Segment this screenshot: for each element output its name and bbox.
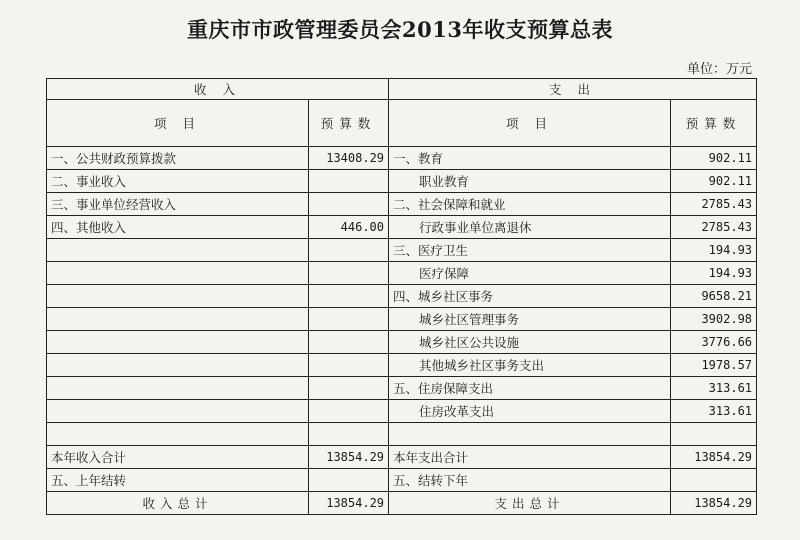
expense-item-header: 项 目	[389, 100, 671, 147]
unit-label: 单位：万元	[686, 62, 752, 77]
total-row	[47, 492, 757, 515]
income-value	[309, 285, 389, 308]
income-item-header: 项 目	[47, 100, 309, 147]
expense-item: 三、医疗卫生	[389, 239, 671, 262]
carry-row	[47, 469, 757, 492]
expense-budget-header: 预算数	[671, 100, 757, 147]
income-value	[309, 354, 389, 377]
expense-value: 902.11	[671, 170, 757, 193]
income-carry-value	[309, 469, 389, 492]
table-row	[47, 170, 757, 193]
expense-item: 其他城乡社区事务支出	[389, 354, 671, 377]
expense-total-label: 支出总计	[389, 492, 671, 515]
expense-carry-label: 五、结转下年	[389, 469, 671, 492]
income-value	[309, 400, 389, 423]
expense-subtotal-value: 13854.29	[671, 446, 757, 469]
expense-value: 313.61	[671, 377, 757, 400]
expense-value: 3902.98	[671, 308, 757, 331]
table-row	[47, 423, 757, 446]
income-item	[47, 400, 309, 423]
subtotal-row	[47, 446, 757, 469]
income-value	[309, 239, 389, 262]
expense-value: 3776.66	[671, 331, 757, 354]
table-row	[47, 308, 757, 331]
expense-total-value: 13854.29	[671, 492, 757, 515]
income-item: 三、事业单位经营收入	[47, 193, 309, 216]
income-value	[309, 377, 389, 400]
column-header-row	[47, 100, 757, 147]
income-item	[47, 308, 309, 331]
income-value: 13408.29	[309, 147, 389, 170]
income-subtotal-value: 13854.29	[309, 446, 389, 469]
expense-item: 四、城乡社区事务	[389, 285, 671, 308]
expense-item: 住房改革支出	[389, 400, 671, 423]
expense-value	[671, 423, 757, 446]
table-row	[47, 193, 757, 216]
income-carry-label: 五、上年结转	[47, 469, 309, 492]
expense-value: 194.93	[671, 239, 757, 262]
income-item	[47, 285, 309, 308]
expense-subtotal-label: 本年支出合计	[389, 446, 671, 469]
income-value	[309, 262, 389, 285]
expense-value: 902.11	[671, 147, 757, 170]
income-item: 一、公共财政预算拨款	[47, 147, 309, 170]
income-item	[47, 331, 309, 354]
expense-item: 行政事业单位离退休	[389, 216, 671, 239]
table-row	[47, 216, 757, 239]
income-item	[47, 239, 309, 262]
expense-value: 2785.43	[671, 193, 757, 216]
table-body	[47, 147, 757, 446]
income-item: 四、其他收入	[47, 216, 309, 239]
table-row	[47, 285, 757, 308]
page-title: 重庆市市政管理委员会2013年收支预算总表	[187, 17, 613, 42]
expense-item: 职业教育	[389, 170, 671, 193]
income-value	[309, 331, 389, 354]
expense-value: 1978.57	[671, 354, 757, 377]
expense-value: 194.93	[671, 262, 757, 285]
income-value	[309, 170, 389, 193]
income-header: 收 入	[47, 79, 389, 100]
expense-item	[389, 423, 671, 446]
income-total-value: 13854.29	[309, 492, 389, 515]
expense-value: 313.61	[671, 400, 757, 423]
expense-value: 9658.21	[671, 285, 757, 308]
income-item	[47, 377, 309, 400]
income-item	[47, 354, 309, 377]
expense-carry-value	[671, 469, 757, 492]
expense-item: 五、住房保障支出	[389, 377, 671, 400]
income-value	[309, 308, 389, 331]
table-row	[47, 354, 757, 377]
table-row	[47, 400, 757, 423]
expense-item: 城乡社区管理事务	[389, 308, 671, 331]
income-subtotal-label: 本年收入合计	[47, 446, 309, 469]
income-value	[309, 423, 389, 446]
income-total-label: 收入总计	[47, 492, 309, 515]
expense-item: 二、社会保障和就业	[389, 193, 671, 216]
table-row	[47, 331, 757, 354]
income-budget-header: 预算数	[309, 100, 389, 147]
budget-table	[46, 78, 757, 515]
table-row	[47, 377, 757, 400]
expense-item: 医疗保障	[389, 262, 671, 285]
income-value: 446.00	[309, 216, 389, 239]
table-row	[47, 262, 757, 285]
section-header-row	[47, 79, 757, 100]
income-item: 二、事业收入	[47, 170, 309, 193]
expense-item: 一、教育	[389, 147, 671, 170]
expense-header: 支 出	[389, 79, 757, 100]
income-item	[47, 262, 309, 285]
income-value	[309, 193, 389, 216]
expense-value: 2785.43	[671, 216, 757, 239]
table-row	[47, 239, 757, 262]
table-row	[47, 147, 757, 170]
income-item	[47, 423, 309, 446]
expense-item: 城乡社区公共设施	[389, 331, 671, 354]
